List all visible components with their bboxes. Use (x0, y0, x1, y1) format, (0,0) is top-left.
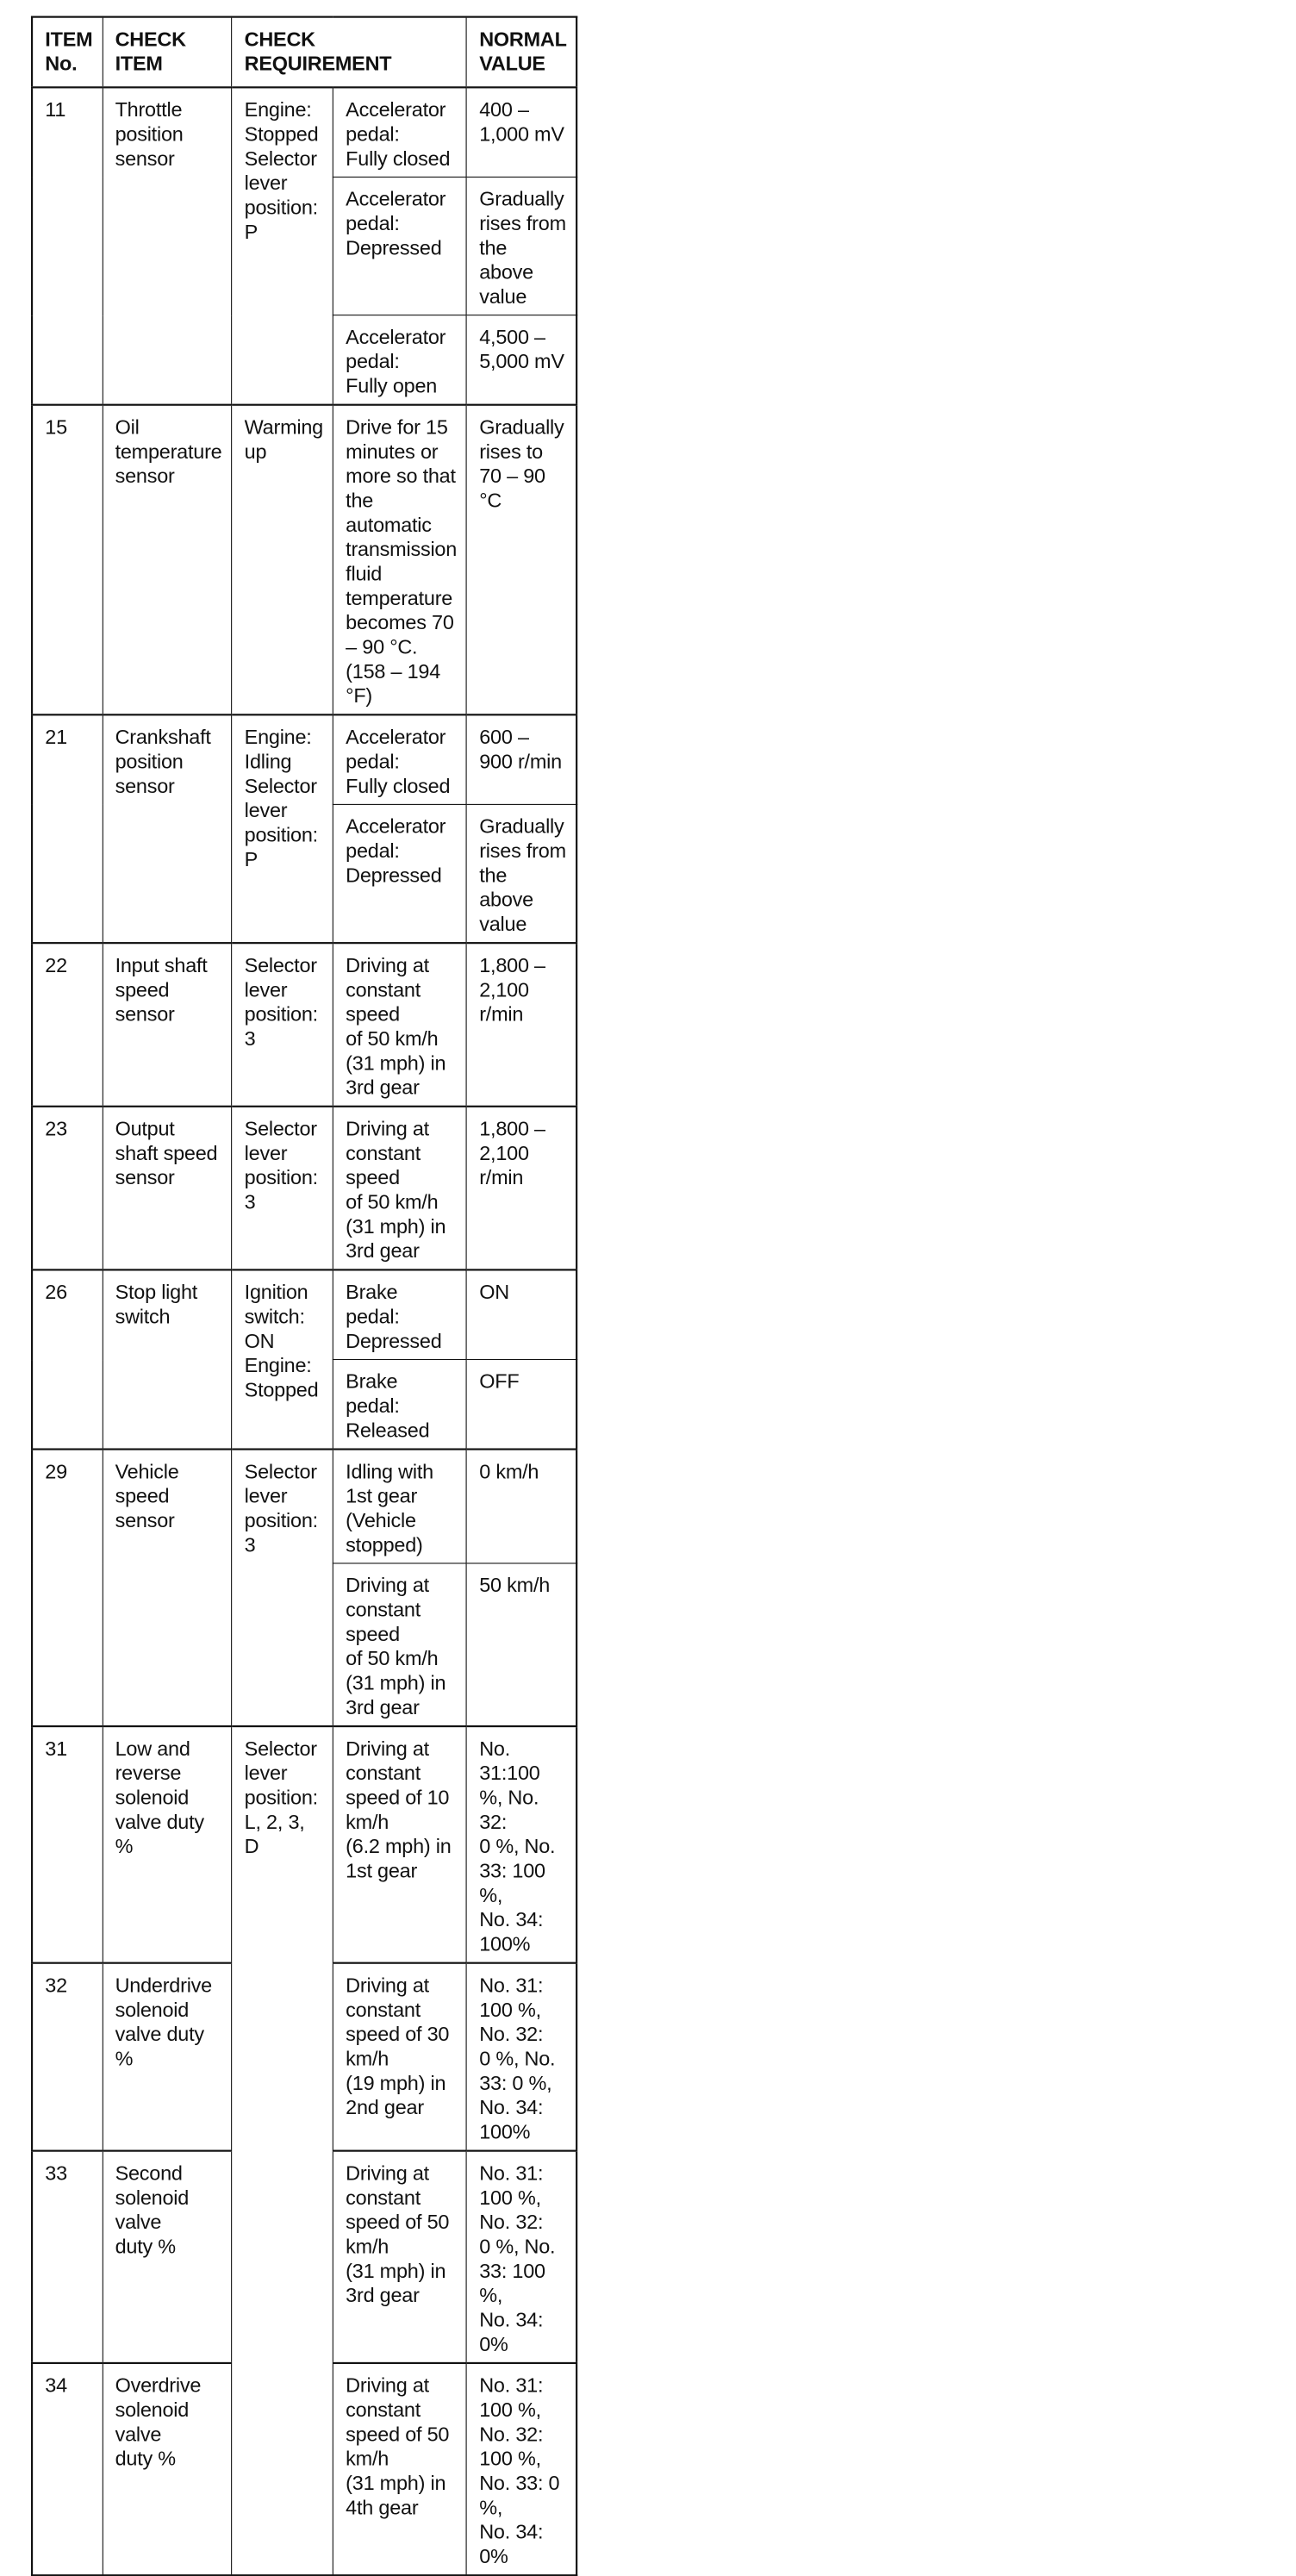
check-requirement: Selector lever position: 3 (232, 1450, 333, 1726)
check-condition: Brake pedal: Released (333, 1359, 466, 1449)
table-row (32, 1726, 576, 1963)
item-number: 11 (32, 87, 103, 404)
check-condition: Accelerator pedal: Fully open (333, 315, 466, 405)
normal-value: No. 31:100 %, No. 32: 0 %, No. 33: 100 %, No. 34: 100% (467, 1726, 577, 1963)
check-requirement: Warming up (232, 405, 333, 715)
item-number: 34 (32, 2363, 103, 2575)
item-number: 31 (32, 1726, 103, 1963)
item-number: 21 (32, 714, 103, 943)
header-item-no: ITEM No. (32, 17, 103, 88)
check-requirement: Selector lever position: 3 (232, 1107, 333, 1270)
normal-value: Gradually rises from the above value (467, 177, 577, 315)
check-requirement: Engine: Idling Selector lever position: P (232, 714, 333, 943)
normal-value: No. 31: 100 %, No. 32: 0 %, No. 33: 100 %, No. 34: 0% (467, 2151, 577, 2363)
check-requirement: Ignition switch: ON Engine: Stopped (232, 1269, 333, 1449)
check-condition: Driving at constant speed of 50 km/h (31 mph) in 3rd gear (333, 1563, 466, 1726)
check-item: Oil temperature sensor (103, 405, 232, 715)
item-number: 32 (32, 1963, 103, 2151)
item-number: 22 (32, 943, 103, 1107)
check-requirement: Selector lever position: 3 (232, 943, 333, 1107)
normal-value: ON (467, 1269, 577, 1359)
check-condition: Driving at constant speed of 10 km/h (6.2 mph) in 1st gear (333, 1726, 466, 1963)
normal-value: 600 – 900 r/min (467, 714, 577, 804)
check-condition: Driving at constant speed of 50 km/h (31 mph) in 3rd gear (333, 1107, 466, 1270)
check-item: Underdrive solenoid valve duty % (103, 1963, 232, 2151)
check-condition: Driving at constant speed of 50 km/h (31 mph) in 3rd gear (333, 943, 466, 1107)
check-condition: Driving at constant speed of 50 km/h (31 mph) in 3rd gear (333, 2151, 466, 2363)
table-body (32, 87, 576, 2575)
check-condition: Accelerator pedal: Fully closed (333, 87, 466, 177)
check-condition: Brake pedal: Depressed (333, 1269, 466, 1359)
normal-value: No. 31: 100 %, No. 32: 0 %, No. 33: 0 %, No. 34: 100% (467, 1963, 577, 2151)
normal-value: 50 km/h (467, 1563, 577, 1726)
check-item: Stop light switch (103, 1269, 232, 1449)
normal-value: 1,800 – 2,100 r/min (467, 1107, 577, 1270)
item-number: 33 (32, 2151, 103, 2363)
table-row (32, 87, 576, 177)
normal-value: 1,800 – 2,100 r/min (467, 943, 577, 1107)
check-condition: Driving at constant speed of 50 km/h (31 mph) in 4th gear (333, 2363, 466, 2575)
normal-value: Gradually rises to 70 – 90 °C (467, 405, 577, 715)
normal-value: 0 km/h (467, 1450, 577, 1563)
normal-value: 400 – 1,000 mV (467, 87, 577, 177)
check-item: Low and reverse solenoid valve duty % (103, 1726, 232, 1963)
header-normal-value: NORMAL VALUE (467, 17, 577, 88)
check-item: Crankshaft position sensor (103, 714, 232, 943)
item-number: 29 (32, 1450, 103, 1726)
check-item: Throttle position sensor (103, 87, 232, 404)
table-row (32, 1107, 576, 1270)
check-condition: Idling with 1st gear (Vehicle stopped) (333, 1450, 466, 1563)
check-condition: Accelerator pedal: Depressed (333, 804, 466, 943)
table-row (32, 714, 576, 804)
check-item: Input shaft speed sensor (103, 943, 232, 1107)
normal-value: No. 31: 100 %, No. 32: 100 %, No. 33: 0 %, No. 34: 0% (467, 2363, 577, 2575)
item-number: 15 (32, 405, 103, 715)
header-check-requirement: CHECK REQUIREMENT (232, 17, 467, 88)
check-requirement: Engine: Stopped Selector lever position: P (232, 87, 333, 404)
check-item: Output shaft speed sensor (103, 1107, 232, 1270)
check-condition: Accelerator pedal: Depressed (333, 177, 466, 315)
table-row (32, 943, 576, 1107)
table-row (32, 405, 576, 715)
normal-value: Gradually rises from the above value (467, 804, 577, 943)
check-item: Overdrive solenoid valve duty % (103, 2363, 232, 2575)
normal-value: 4,500 – 5,000 mV (467, 315, 577, 405)
normal-value: OFF (467, 1359, 577, 1449)
check-condition: Drive for 15 minutes or more so that the automatic transmission fluid temperature becomes 70 – 90 °C. (158 – 194 °F) (333, 405, 466, 715)
item-number: 26 (32, 1269, 103, 1449)
check-item: Second solenoid valve duty % (103, 2151, 232, 2363)
check-condition: Accelerator pedal: Fully closed (333, 714, 466, 804)
check-item: Vehicle speed sensor (103, 1450, 232, 1726)
item-number: 23 (32, 1107, 103, 1270)
table-row (32, 1450, 576, 1563)
check-condition: Driving at constant speed of 30 km/h (19 mph) in 2nd gear (333, 1963, 466, 2151)
header-row (32, 17, 576, 88)
header-check-item: CHECK ITEM (103, 17, 232, 88)
check-table (31, 16, 577, 2576)
table-row (32, 1269, 576, 1359)
check-requirement: Selector lever position: L, 2, 3, D (232, 1726, 333, 2575)
